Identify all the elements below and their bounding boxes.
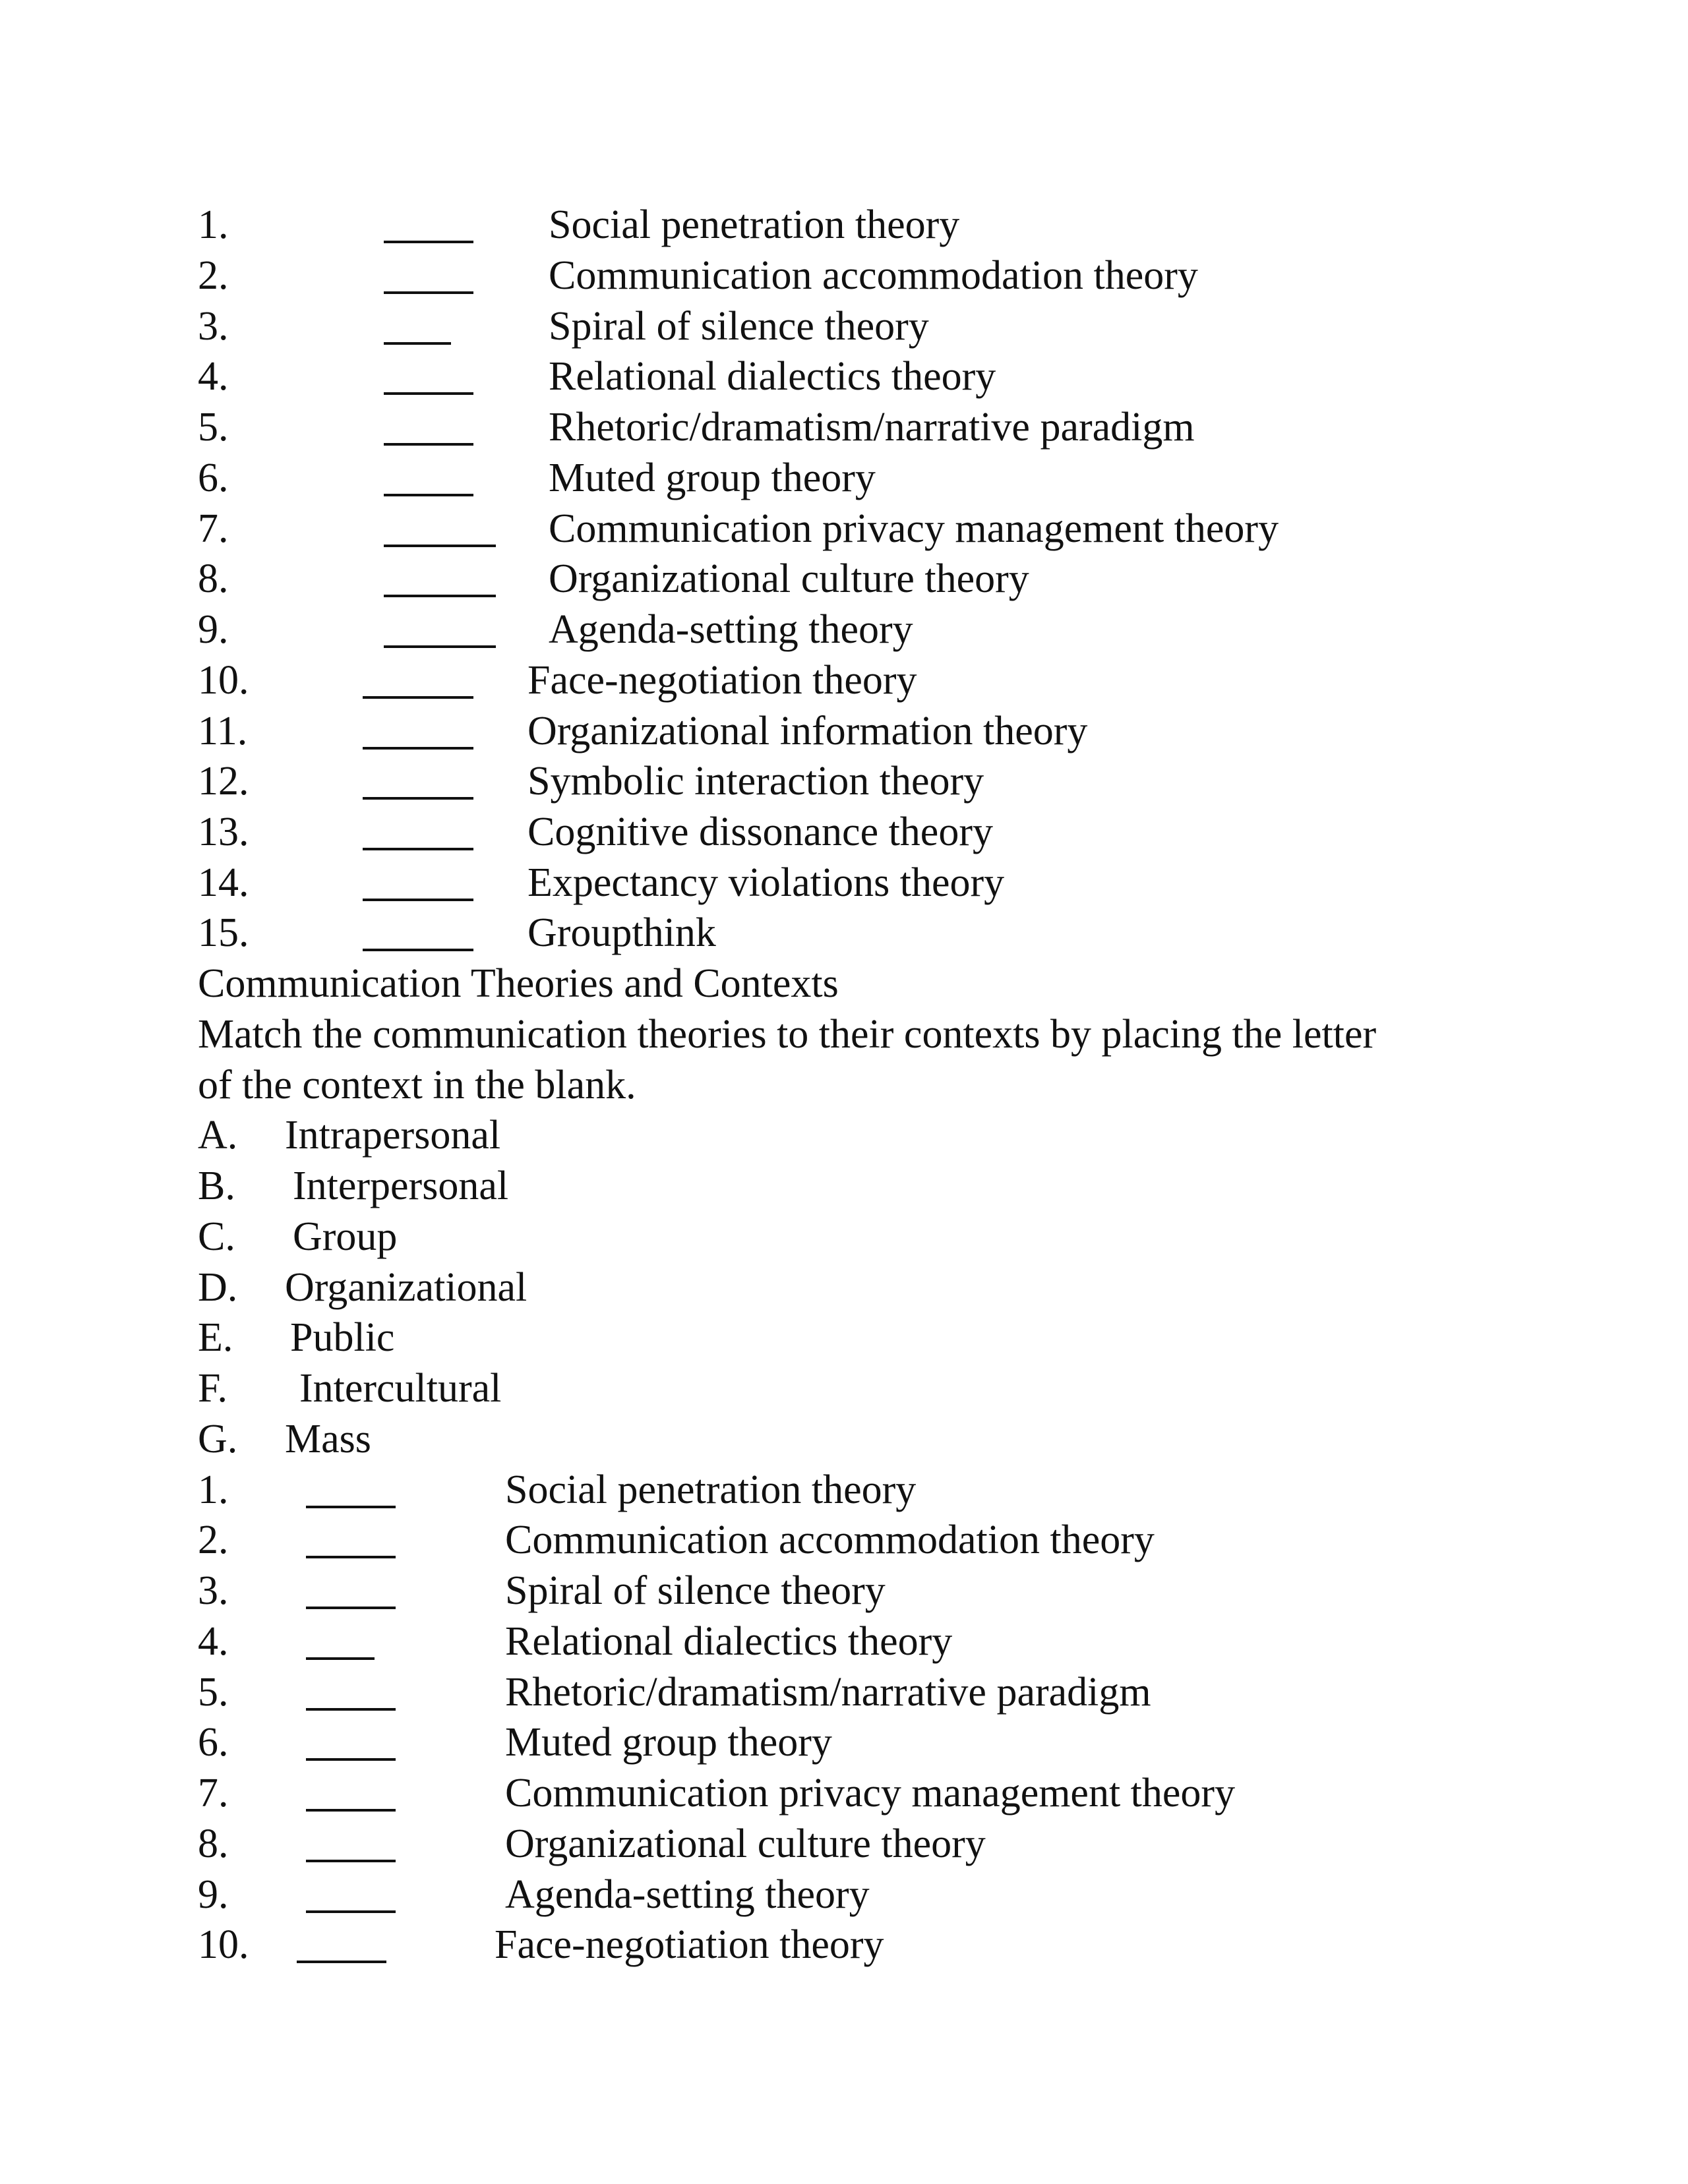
theory-label: Communication privacy management theory bbox=[549, 506, 1279, 551]
theory-label: Organizational culture theory bbox=[505, 1821, 986, 1866]
theory-label: Relational dialectics theory bbox=[505, 1619, 953, 1664]
item-number: 1. bbox=[198, 1467, 229, 1512]
theory-label: Spiral of silence theory bbox=[549, 304, 929, 349]
worksheet-title: Communication Theories and Contexts bbox=[198, 961, 839, 1006]
item-number: 6. bbox=[198, 456, 229, 500]
item-number: 5. bbox=[198, 405, 229, 450]
item-number: 3. bbox=[198, 1568, 229, 1613]
context-name: Interpersonal bbox=[293, 1164, 509, 1208]
item-number: 6. bbox=[198, 1720, 229, 1765]
answer-blank[interactable] bbox=[363, 756, 473, 800]
context-letter: E. bbox=[198, 1315, 233, 1360]
theory-label: Social penetration theory bbox=[549, 202, 960, 247]
answer-blank[interactable] bbox=[384, 351, 473, 395]
item-number: 15. bbox=[198, 910, 249, 955]
answer-blank[interactable] bbox=[384, 200, 473, 243]
instructions-line-1: Match the communication theories to their contexts by placing the letter bbox=[198, 1012, 1377, 1057]
item-number: 7. bbox=[198, 506, 229, 551]
answer-blank[interactable] bbox=[306, 1717, 396, 1761]
item-number: 8. bbox=[198, 1821, 229, 1866]
context-letter: D. bbox=[198, 1265, 238, 1310]
item-number: 1. bbox=[198, 202, 229, 247]
answer-blank[interactable] bbox=[297, 1920, 386, 1963]
item-number: 2. bbox=[198, 253, 229, 298]
theory-label: Relational dialectics theory bbox=[549, 354, 996, 399]
item-number: 14. bbox=[198, 860, 249, 905]
instructions-line-2: of the context in the blank. bbox=[198, 1063, 636, 1107]
answer-blank[interactable] bbox=[384, 554, 496, 597]
theory-label: Communication privacy management theory bbox=[505, 1771, 1236, 1815]
theory-label: Communication accommodation theory bbox=[549, 253, 1198, 298]
item-number: 9. bbox=[198, 607, 229, 652]
context-letter: G. bbox=[198, 1417, 238, 1461]
context-letter: C. bbox=[198, 1214, 235, 1259]
theory-label: Spiral of silence theory bbox=[505, 1568, 886, 1613]
answer-blank[interactable] bbox=[306, 1667, 396, 1711]
context-letter: F. bbox=[198, 1366, 228, 1411]
context-letter: B. bbox=[198, 1164, 235, 1208]
theory-label: Organizational culture theory bbox=[549, 556, 1029, 601]
item-number: 9. bbox=[198, 1872, 229, 1917]
theory-label: Organizational information theory bbox=[528, 709, 1088, 753]
answer-blank[interactable] bbox=[306, 1616, 375, 1660]
answer-blank[interactable] bbox=[384, 605, 496, 648]
answer-blank[interactable] bbox=[363, 706, 473, 750]
context-name: Organizational bbox=[285, 1265, 528, 1310]
context-name: Mass bbox=[285, 1417, 371, 1461]
item-number: 11. bbox=[198, 709, 248, 753]
theory-label: Expectancy violations theory bbox=[528, 860, 1005, 905]
context-name: Public bbox=[290, 1315, 395, 1360]
theory-label: Agenda-setting theory bbox=[549, 607, 913, 652]
theory-label: Communication accommodation theory bbox=[505, 1518, 1155, 1562]
context-letter: A. bbox=[198, 1113, 238, 1158]
item-number: 2. bbox=[198, 1518, 229, 1562]
answer-blank[interactable] bbox=[306, 1566, 396, 1609]
item-number: 7. bbox=[198, 1771, 229, 1815]
answer-blank[interactable] bbox=[363, 655, 473, 699]
theory-label: Face-negotiation theory bbox=[495, 1922, 884, 1967]
answer-blank[interactable] bbox=[363, 858, 473, 901]
item-number: 10. bbox=[198, 1922, 249, 1967]
item-number: 5. bbox=[198, 1670, 229, 1715]
theory-label: Muted group theory bbox=[549, 456, 876, 500]
answer-blank[interactable] bbox=[384, 251, 473, 294]
answer-blank[interactable] bbox=[363, 807, 473, 850]
theory-label: Rhetoric/dramatism/narrative paradigm bbox=[505, 1670, 1151, 1715]
answer-blank[interactable] bbox=[384, 453, 473, 496]
answer-blank[interactable] bbox=[363, 908, 473, 951]
item-number: 13. bbox=[198, 810, 249, 854]
theory-label: Agenda-setting theory bbox=[505, 1872, 870, 1917]
theory-label: Groupthink bbox=[528, 910, 716, 955]
theory-label: Symbolic interaction theory bbox=[528, 759, 984, 804]
answer-blank[interactable] bbox=[384, 402, 473, 446]
theory-label: Cognitive dissonance theory bbox=[528, 810, 993, 854]
item-number: 4. bbox=[198, 1619, 229, 1664]
theory-label: Social penetration theory bbox=[505, 1467, 917, 1512]
theory-label: Face-negotiation theory bbox=[528, 658, 917, 703]
item-number: 8. bbox=[198, 556, 229, 601]
answer-blank[interactable] bbox=[384, 504, 496, 547]
answer-blank[interactable] bbox=[384, 301, 451, 345]
answer-blank[interactable] bbox=[306, 1515, 396, 1558]
item-number: 3. bbox=[198, 304, 229, 349]
answer-blank[interactable] bbox=[306, 1819, 396, 1862]
context-name: Intercultural bbox=[299, 1366, 502, 1411]
item-number: 4. bbox=[198, 354, 229, 399]
item-number: 10. bbox=[198, 658, 249, 703]
answer-blank[interactable] bbox=[306, 1870, 396, 1913]
context-name: Intrapersonal bbox=[285, 1113, 501, 1158]
theory-label: Rhetoric/dramatism/narrative paradigm bbox=[549, 405, 1195, 450]
theory-label: Muted group theory bbox=[505, 1720, 832, 1765]
context-name: Group bbox=[293, 1214, 398, 1259]
answer-blank[interactable] bbox=[306, 1768, 396, 1812]
item-number: 12. bbox=[198, 759, 249, 804]
answer-blank[interactable] bbox=[306, 1465, 396, 1508]
